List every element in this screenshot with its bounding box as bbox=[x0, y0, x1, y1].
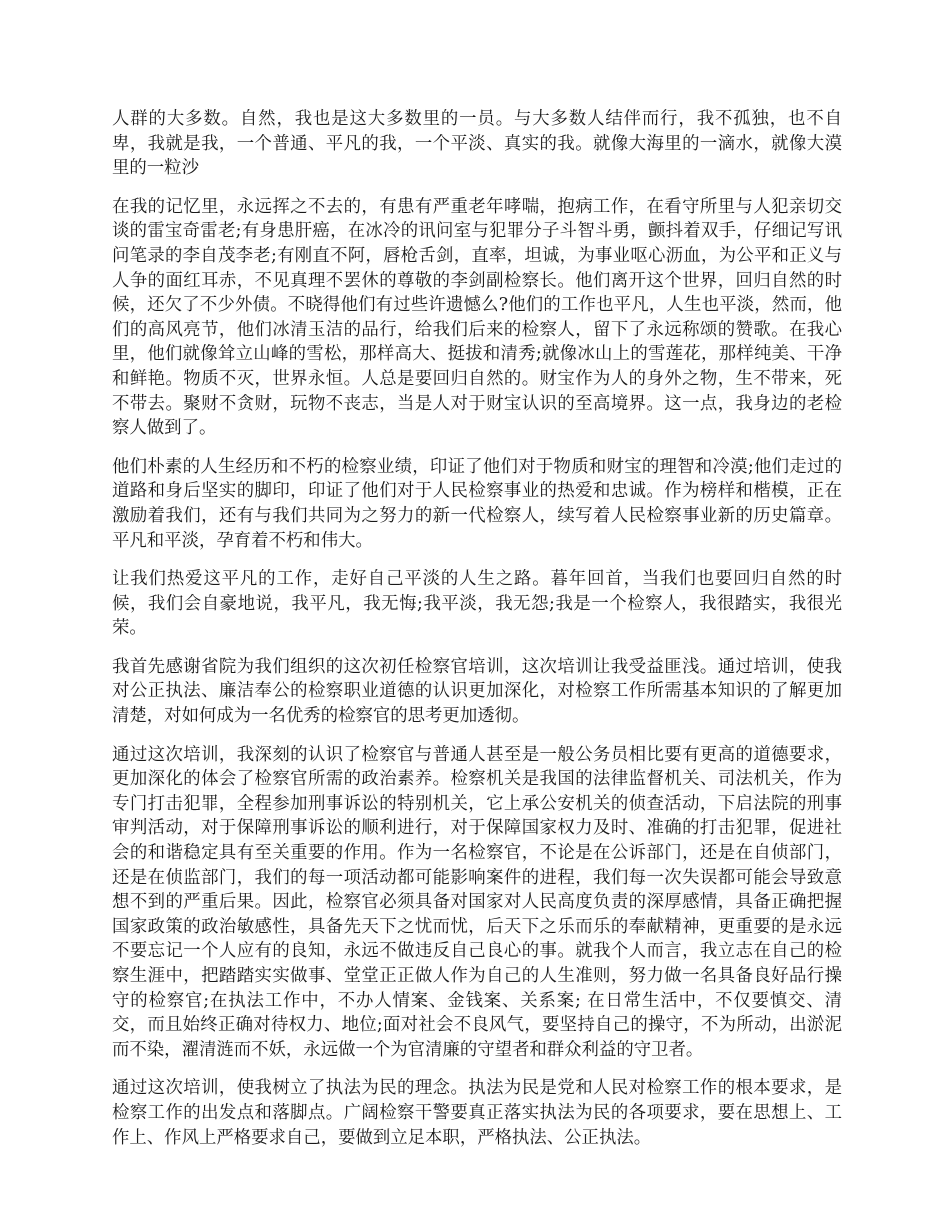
paragraph-1: 人群的大多数。自然，我也是这大多数里的一员。与大多数人结伴而行，我不孤独，也不自卑，我就是我，一个普通、平凡的我，一个平淡、真实的我。就像大海里的一滴水，就像大漠里的一粒沙 bbox=[112, 109, 842, 179]
paragraph-6: 通过这次培训，我深刻的认识了检察官与普通人甚至是一般公务员相比要有更高的道德要求，更加深化的体会了检察官所需的政治素养。检察机关是我国的法律监督机关、司法机关，作为专门打击犯罪，全程参加刑事诉讼的特别机关，它上承公安机关的侦查活动，下启法院的刑事审判活动，对于保障刑事诉讼的顺利进行，对于保障国家权力及时、准确的打击犯罪，促进社会的和谐稳定具有至关重要的作用。作为一名检察官，不论是在公诉部门，还是在自侦部门，还是在侦监部门，我们的每一项活动都可能影响案件的进程，我们每一次失误都可能会导致意想不到的严重后果。因此，检察官必须具备对国家对人民高度负责的深厚感情，具备正确把握国家政策的政治敏感性，具备先天下之忧而忧，后天下之乐而乐的奉献精神，更重要的是永远不要忘记一个人应有的良知，永远不做违反自己良心的事。就我个人而言，我立志在自己的检察生涯中，把踏踏实实做事、堂堂正正做人作为自己的人生准则，努力做一名具备良好品行操守的检察官;在执法工作中，不办人情案、金钱案、关系案; 在日常生活中，不仅要慎交、清交，而且始终正确对待权力、地位;面对社会不良风气，要坚持自己的操守，不为所动，出淤泥而不染，濯清涟而不妖，永远做一个为官清廉的守望者和群众利益的守卫者。 bbox=[112, 744, 842, 1060]
paragraph-2: 在我的记忆里，永远挥之不去的，有患有严重老年哮喘，抱病工作，在看守所里与人犯亲切交谈的雷宝奇雷老;有身患肝癌，在冰冷的讯问室与犯罪分子斗智斗勇，颤抖着双手，仔细记写讯问笔录的李自茂李老;有刚直不阿，唇枪舌剑，直率，坦诚，为事业呕心沥血，为公平和正义与人争的面红耳赤，不见真理不罢休的尊敬的李剑副检察长。他们离开这个世界，回归自然的时候，还欠了不少外债。不晓得他们有过些许遗憾么?他们的工作也平凡，人生也平淡，然而，他们的高风亮节，他们冰清玉洁的品行，给我们后来的检察人，留下了永远称颂的赞歌。在我心里，他们就像耸立山峰的雪松，那样高大、挺拔和清秀;就像冰山上的雪莲花，那样纯美、干净和鲜艳。物质不灭，世界永恒。人总是要回归自然的。财宝作为人的身外之物，生不带来，死不带去。聚财不贪财，玩物不丧志，当是人对于财宝认识的至高境界。这一点，我身边的老检察人做到了。 bbox=[112, 196, 842, 439]
paragraph-7: 通过这次培训，使我树立了执法为民的理念。执法为民是党和人民对检察工作的根本要求，是检察工作的出发点和落脚点。广阔检察干警要真正落实执法为民的各项要求，要在思想上、工作上、作风上严格要求自己，要做到立足本职，严格执法、公正执法。 bbox=[112, 1078, 842, 1148]
document-page bbox=[112, 107, 842, 1164]
paragraph-3: 他们朴素的人生经历和不朽的检察业绩，印证了他们对于物质和财宝的理智和冷漠;他们走过的道路和身后坚实的脚印，印证了他们对于人民检察事业的热爱和忠诚。作为榜样和楷模，正在激励着我们，还有与我们共同为之努力的新一代检察人，续写着人民检察事业新的历史篇章。平凡和平淡，孕育着不朽和伟大。 bbox=[112, 456, 842, 551]
paragraph-4: 让我们热爱这平凡的工作，走好自己平淡的人生之路。暮年回首，当我们也要回归自然的时候，我们会自豪地说，我平凡，我无悔;我平淡，我无怨;我是一个检察人，我很踏实，我很光荣。 bbox=[112, 569, 842, 639]
paragraph-5: 我首先感谢省院为我们组织的这次初任检察官培训，这次培训让我受益匪浅。通过培训，使我对公正执法、廉洁奉公的检察职业道德的认识更加深化，对检察工作所需基本知识的了解更加清楚，对如何成为一名优秀的检察官的思考更加透彻。 bbox=[112, 656, 842, 727]
